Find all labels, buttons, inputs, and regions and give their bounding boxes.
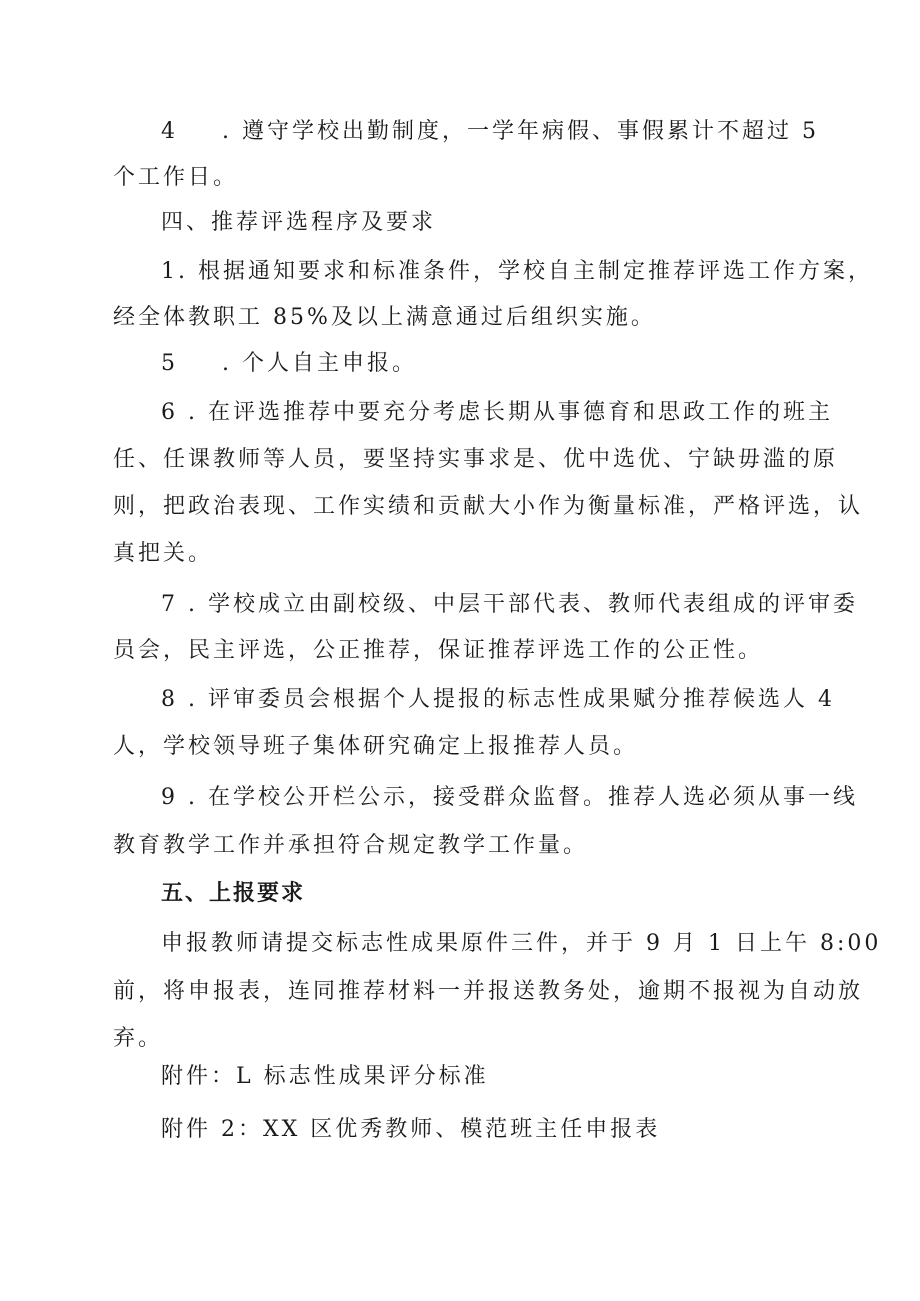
- item4-number: 4: [161, 119, 178, 144]
- item4-line2: 个工作日。: [113, 165, 239, 190]
- item9-line1: 9 . 在学校公开栏公示，接受群众监督。推荐人选必须从事一线: [161, 785, 858, 810]
- attachment2: 附件 2：XX 区优秀教师、模范班主任申报表: [161, 1117, 661, 1142]
- item6-line3: 则，把政治表现、工作实绩和贡献大小作为衡量标准，严格评选，认: [113, 494, 864, 519]
- section4-heading: 四、推荐评选程序及要求: [161, 210, 437, 235]
- item1-line2: 经全体教职工 85%及以上满意通过后组织实施。: [113, 305, 656, 330]
- item1-line1: 1. 根据通知要求和标准条件，学校自主制定推荐评选工作方案，: [161, 259, 873, 284]
- item5-text: . 个人自主申报。: [222, 351, 417, 376]
- item4-line1: [161, 117, 819, 147]
- item4-text: . 遵守学校出勤制度，一学年病假、事假累计不超过 5: [222, 119, 819, 144]
- item7-line2: 员会，民主评选，公正推荐，保证推荐评选工作的公正性。: [113, 638, 764, 663]
- submission-line2: 前，将申报表，连同推荐材料一并报送教务处，逾期不报视为自动放: [113, 979, 864, 1004]
- item8-line1: 8 . 评审委员会根据个人提报的标志性成果赋分推荐候选人 4: [161, 687, 835, 712]
- attachment1: 附件：L 标志性成果评分标准: [161, 1064, 489, 1089]
- item8-line2: 人，学校领导班子集体研究确定上报推荐人员。: [113, 734, 639, 759]
- section5-heading: 五、上报要求: [161, 881, 306, 906]
- item5-line: [161, 349, 417, 379]
- item5-number: 5: [161, 351, 178, 376]
- item7-line1: 7 . 学校成立由副校级、中层干部代表、教师代表组成的评审委: [161, 592, 858, 617]
- submission-line3: 弃。: [113, 1026, 164, 1051]
- item6-line1: 6 . 在评选推荐中要充分考虑长期从事德育和思政工作的班主: [161, 400, 833, 425]
- item6-line2: 任、任课教师等人员，要坚持实事求是、优中选优、宁缺毋滥的原: [113, 447, 839, 472]
- submission-line1: 申报教师请提交标志性成果原件三件，并于 9 月 1 日上午 8:00: [161, 931, 882, 956]
- item6-line4: 真把关。: [113, 541, 214, 566]
- item9-line2: 教育教学工作并承担符合规定教学工作量。: [113, 833, 589, 858]
